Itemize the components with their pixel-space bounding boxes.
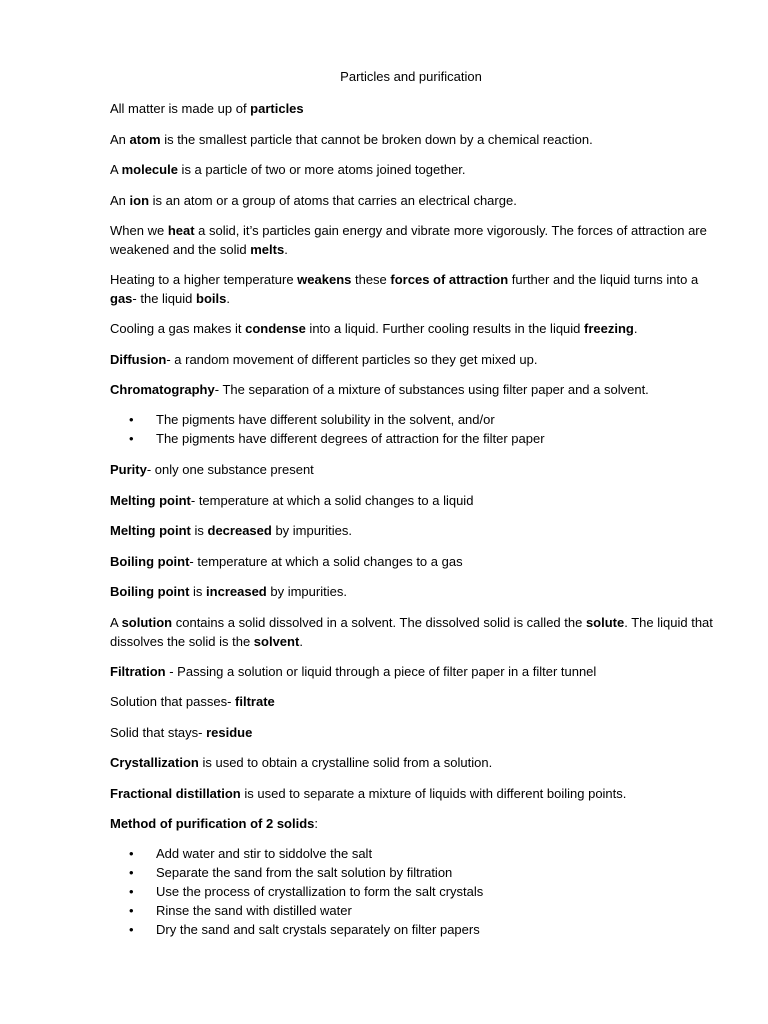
bullet-icon: •: [129, 846, 134, 861]
term-forces-of-attraction: forces of attraction: [390, 272, 509, 287]
paragraph-melting-point-impurities: Melting point is decreased by impurities.: [110, 523, 353, 538]
term-solvent: solvent: [253, 633, 300, 649]
term-filtrate: filtrate: [235, 694, 275, 709]
term-fractional-distillation: Fractional distillation: [110, 785, 241, 801]
term-particles: particles: [250, 101, 304, 116]
paragraph-method-heading: Method of purification of 2 solids:: [110, 816, 319, 831]
term-diffusion: Diffusion: [110, 351, 167, 367]
term-melts: melts: [250, 242, 285, 257]
term-freezing: freezing: [584, 321, 634, 336]
paragraph-residue: Solid that stays- residue: [110, 724, 253, 740]
term-condense: condense: [245, 321, 306, 336]
term-boiling-point: Boiling point: [110, 553, 190, 569]
term-heat: heat: [167, 223, 195, 238]
term-filtration: Filtration: [110, 663, 166, 679]
bullet-icon: •: [129, 903, 134, 918]
paragraph-cooling: Cooling a gas makes it condense into a liquid. Further cooling results in the liquid freezing.: [110, 321, 638, 336]
chromatography-bullet-list: [110, 410, 722, 448]
term-method-of-purification: Method of purification of 2 solids: [110, 816, 315, 831]
paragraph-boiling-point: Boiling point- temperature at which a solid changes to a gas: [110, 553, 463, 569]
term-chromatography: Chromatography: [110, 382, 215, 397]
paragraph-solution: A solution contains a solid dissolved in a solvent. The dissolved solid is called the solute. The liquid that dissolves the solid is the solvent.: [110, 614, 713, 649]
term-boiling-point: Boiling point: [110, 584, 190, 599]
term-decreased: decreased: [207, 523, 272, 538]
paragraph-chromatography: Chromatography- The separation of a mixture of substances using filter paper and a solvent.: [110, 382, 649, 397]
document-body: [110, 99, 722, 951]
term-solution: solution: [121, 614, 173, 630]
paragraph-purity: Purity- only one substance present: [110, 462, 314, 477]
method-bullet-list: [110, 844, 722, 939]
paragraph-crystallization: Crystallization is used to obtain a crystalline solid from a solution.: [110, 755, 493, 770]
term-boils: boils: [196, 291, 227, 306]
term-solute: solute: [585, 614, 625, 630]
paragraph-atom: An atom is the smallest particle that cannot be broken down by a chemical reaction.: [110, 131, 593, 147]
paragraph-diffusion: Diffusion- a random movement of different particles so they get mixed up.: [110, 351, 538, 367]
bullet-icon: •: [129, 431, 134, 446]
paragraph-matter: All matter is made up of particles: [110, 101, 304, 116]
list-item: • The pigments have different degrees of attraction for the filter paper: [129, 431, 545, 446]
paragraph-ion: An ion is an atom or a group of atoms that carries an electrical charge.: [110, 192, 517, 208]
term-melting-point: Melting point: [110, 492, 191, 508]
list-item: • Dry the sand and salt crystals separately on filter papers: [129, 922, 480, 937]
list-item: • Separate the sand from the salt solution by filtration: [129, 865, 453, 880]
bullet-icon: •: [129, 884, 134, 899]
paragraph-melting-point: Melting point- temperature at which a solid changes to a liquid: [110, 492, 474, 508]
paragraph-molecule: A molecule is a particle of two or more atoms joined together.: [110, 162, 466, 177]
term-weakens: weakens: [297, 272, 352, 287]
paragraph-boiling-point-impurities: Boiling point is increased by impurities.: [110, 584, 347, 599]
term-melting-point: Melting point: [110, 523, 191, 538]
term-ion: ion: [129, 192, 150, 208]
list-item: • The pigments have different solubility in the solvent, and/or: [129, 412, 495, 427]
bullet-icon: •: [129, 412, 134, 427]
paragraph-heating-liquid: Heating to a higher temperature weakens these forces of attraction further and the liquid turns into a gas- the liquid boils.: [110, 272, 699, 306]
list-item: • Rinse the sand with distilled water: [129, 903, 352, 918]
document-title: Particles and purification: [340, 69, 482, 84]
term-residue: residue: [206, 724, 253, 740]
paragraph-fractional-distillation: Fractional distillation is used to separate a mixture of liquids with different boiling points.: [110, 785, 627, 801]
bullet-icon: •: [129, 865, 134, 880]
term-increased: increased: [206, 584, 267, 599]
paragraph-filtrate: Solution that passes- filtrate: [110, 694, 275, 709]
paragraph-heating-solid: When we heat a solid, it’s particles gain energy and vibrate more vigorously. The forces of attraction are weakened and the solid melts.: [110, 223, 707, 257]
list-item: • Use the process of crystallization to form the salt crystals: [129, 884, 484, 899]
term-molecule: molecule: [121, 162, 178, 177]
term-gas: gas: [110, 291, 133, 306]
list-item: • Add water and stir to siddolve the salt: [129, 846, 373, 861]
paragraph-filtration: Filtration - Passing a solution or liquid through a piece of filter paper in a filter tunnel: [110, 663, 597, 679]
term-crystallization: Crystallization: [110, 755, 199, 770]
term-purity: Purity: [110, 462, 147, 477]
bullet-icon: •: [129, 922, 134, 937]
term-atom: atom: [129, 131, 161, 147]
